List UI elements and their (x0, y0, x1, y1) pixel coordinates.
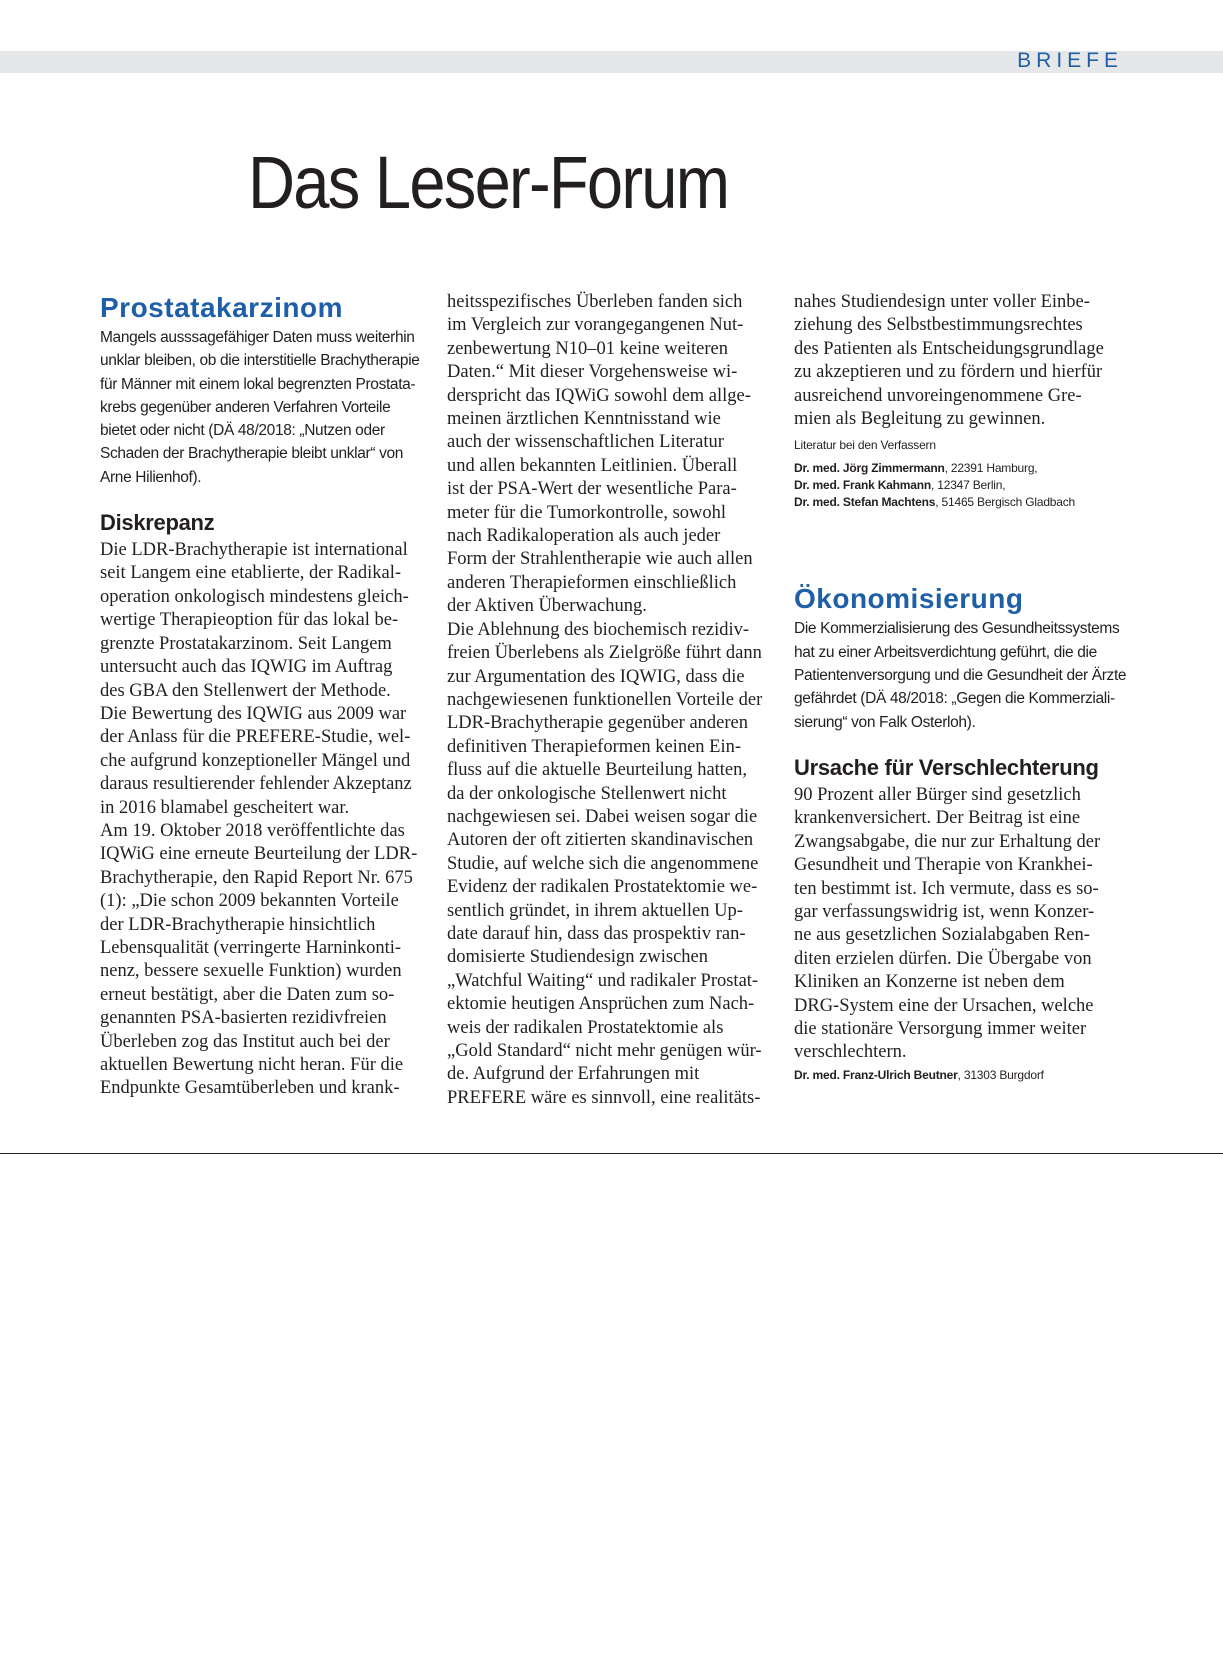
text-line: gefährdet (DÄ 48/2018: „Gegen die Kommerziali- (794, 690, 1115, 708)
text-line: verschlechtern. (794, 1042, 907, 1063)
text-line: Form der Strahlentherapie wie auch allen (447, 549, 753, 570)
text-line: krebs gegenüber anderen Verfahren Vorteile (100, 398, 391, 416)
text-line: Daten.“ Mit dieser Vorgehensweise wi- (447, 362, 738, 383)
text-line: domisierte Studiendesign zwischen (447, 947, 709, 968)
text-line: Patientenversorgung und die Gesundheit der Ärzte (794, 667, 1127, 685)
text-line: ektomie heutigen Ansprüchen zum Nach- (447, 994, 755, 1015)
text-line: zu akzeptieren und zu fördern und hierfür (794, 362, 1103, 383)
text-line: der LDR-Brachytherapie hinsichtlich (100, 914, 376, 935)
author-line (794, 460, 1134, 477)
text-line: ne aus gesetzlichen Sozialabgaben Ren- (794, 925, 1090, 946)
text-line: Die LDR-Brachytherapie ist international (100, 540, 408, 561)
text-line: fluss auf die aktuelle Beurteilung hatten, (447, 760, 748, 781)
text-line: LDR-Brachytherapie gegenüber anderen (447, 713, 748, 734)
text-line: da der onkologische Stellenwert nicht (447, 783, 727, 804)
text-line: anderen Therapieformen einschließlich (447, 572, 737, 593)
text-line: sierung“ von Falk Osterloh). (794, 713, 976, 731)
author-name: Dr. med. Jörg Zimmermann (794, 461, 945, 476)
text-line: meter für die Tumorkontrolle, sowohl (447, 502, 727, 523)
text-line: auch der wissenschaftlichen Literatur (447, 432, 724, 453)
letter-body (794, 784, 1134, 1065)
text-line: IQWiG eine erneute Beurteilung der LDR- (100, 844, 418, 865)
letter-body-continued (794, 291, 1134, 431)
text-line: ziehung des Selbstbestimmungsrechtes (794, 315, 1083, 336)
text-line: (1): „Die schon 2009 bekannten Vorteile (100, 891, 399, 912)
author-place: , 12347 Berlin, (930, 478, 1006, 493)
page-title: Das Leser-Forum (248, 141, 729, 224)
text-line: nachgewiesen sei. Dabei weisen sogar die (447, 806, 758, 827)
literature-note: Literatur bei den Verfassern (794, 438, 936, 453)
author-place: , 51465 Bergisch Gladbach (935, 495, 1076, 510)
text-line: operation onkologisch mindestens gleich- (100, 586, 409, 607)
text-line: zenbewertung N10–01 keine weiteren (447, 338, 728, 359)
text-line: meinen ärztlichen Kenntnisstand wie (447, 409, 721, 430)
text-line: derspricht das IQWiG sowohl dem allge- (447, 385, 751, 406)
text-line: bietet oder nicht (DÄ 48/2018: „Nutzen oder (100, 422, 385, 440)
text-line: date darauf hin, dass das prospektiv ran- (447, 923, 746, 944)
text-line: Studie, auf welche sich die angenommene (447, 853, 759, 874)
author-name: Dr. med. Stefan Machtens (794, 495, 936, 510)
topic-intro (794, 617, 1134, 733)
text-line: aktuellen Bewertung nicht heran. Für die (100, 1055, 404, 1076)
text-line: die stationäre Versorgung immer weiter (794, 1018, 1087, 1039)
author-name: Dr. med. Frank Kahmann (794, 478, 931, 493)
text-line: hat zu einer Arbeitsverdichtung geführt, die die (794, 643, 1097, 661)
author-line (794, 477, 1134, 494)
text-line: ausreichend unvoreingenommene Gre- (794, 385, 1082, 406)
text-line: Schaden der Brachytherapie bleibt unklar“ von (100, 445, 404, 463)
bottom-rule (0, 1153, 1223, 1154)
text-line: diten erzielen dürfen. Die Übergabe von (794, 948, 1092, 969)
text-line: des Patienten als Entscheidungsgrundlage (794, 338, 1104, 359)
text-line: Die Kommerzialisierung des Gesundheitssystems (794, 620, 1120, 638)
author-list (794, 460, 1134, 511)
text-line: seit Langem eine etablierte, der Radikal- (100, 563, 402, 584)
text-line: Evidenz der radikalen Prostatektomie we- (447, 877, 758, 898)
text-line: „Gold Standard“ nicht mehr genügen wür- (447, 1041, 762, 1061)
text-line: „Watchful Waiting“ und radikaler Prostat- (447, 970, 759, 991)
text-line: Autoren der oft zitierten skandinavischen (447, 830, 754, 851)
text-line: der Anlass für die PREFERE-Studie, wel- (100, 727, 411, 748)
text-line: Die Ablehnung des biochemisch rezidiv- (447, 619, 750, 640)
column-3 (794, 291, 1134, 1084)
letter-body-continued (447, 291, 787, 1110)
text-line: nachgewiesenen funktionellen Vorteile der (447, 689, 763, 710)
text-line: Kliniken an Konzerne ist neben dem (794, 972, 1065, 993)
text-line: krankenversichert. Der Beitrag ist eine (794, 808, 1081, 829)
text-line: erneut bestätigt, aber die Daten zum so- (100, 984, 395, 1005)
section-label: BRIEFE (1017, 49, 1123, 72)
text-line: zur Argumentation des IQWIG, dass die (447, 666, 745, 687)
text-line: nahes Studiendesign unter voller Einbe- (794, 292, 1090, 312)
text-line: nenz, bessere sexuelle Funktion) wurden (100, 961, 402, 982)
text-line: Gesundheit und Therapie von Krankhei- (794, 855, 1093, 876)
text-line: DRG-System eine der Ursachen, welche (794, 995, 1094, 1016)
text-line: Zwangsabgabe, die nur zur Erhaltung der (794, 831, 1101, 852)
text-line: und allen bekannten Leitlinien. Überall (447, 455, 738, 476)
author-name: Dr. med. Franz-Ulrich Beutner (794, 1067, 958, 1082)
text-line: wertige Therapieoption für das lokal be- (100, 610, 399, 631)
text-line: 90 Prozent aller Bürger sind gesetzlich (794, 784, 1081, 805)
text-line: in 2016 blamabel gescheitert war. (100, 797, 350, 818)
letter-headline: Ursache für Verschlechterung (794, 754, 1099, 780)
text-line: de. Aufgrund der Erfahrungen mit (447, 1064, 700, 1085)
topic-heading: Prostatakarzinom (100, 292, 343, 323)
text-line: im Vergleich zur vorangegangenen Nut- (447, 315, 744, 336)
text-line: genannten PSA-basierten rezidivfreien (100, 1008, 387, 1029)
text-line: nach Radikaloperation als auch jeder (447, 526, 721, 547)
text-line: definitiven Therapieformen keinen Ein- (447, 736, 742, 757)
text-line: Brachytherapie, den Rapid Report Nr. 675 (100, 867, 413, 888)
text-line: sentlich gründet, in ihrem aktuellen Up- (447, 900, 743, 921)
author-place: , 31303 Burgdorf (957, 1067, 1044, 1082)
author-place: , 22391 Hamburg, (944, 461, 1038, 476)
text-line: Die Bewertung des IQWIG aus 2009 war (100, 703, 407, 724)
text-line: Lebensqualität (verringerte Harninkonti- (100, 937, 402, 958)
text-line: ten bestimmt ist. Ich vermute, dass es so- (794, 878, 1099, 899)
text-line: weis der radikalen Prostatektomie als (447, 1017, 724, 1038)
text-line: grenzte Prostatakarzinom. Seit Langem (100, 633, 392, 654)
text-line: daraus resultierender fehlender Akzeptanz (100, 774, 412, 795)
text-line: Arne Hilienhof). (100, 468, 202, 486)
text-line: Überleben zog das Institut auch bei der (100, 1031, 390, 1052)
text-line: freien Überlebens als Zielgröße führt dann (447, 643, 762, 664)
text-line: heitsspezifisches Überleben fanden sich (447, 292, 743, 312)
text-line: für Männer mit einem lokal begrenzten Prostata- (100, 375, 416, 393)
author-line (794, 494, 1134, 511)
text-line: ist der PSA-Wert der wesentliche Para- (447, 479, 737, 500)
text-line: des GBA den Stellenwert der Methode. (100, 680, 391, 701)
text-line: Endpunkte Gesamtüberleben und krank- (100, 1078, 400, 1099)
text-line: untersucht auch das IQWIG im Auftrag (100, 657, 393, 678)
text-line: che aufgrund konzeptioneller Mängel und (100, 750, 411, 771)
letter-headline: Diskrepanz (100, 510, 215, 536)
topic-heading: Ökonomisierung (794, 583, 1024, 615)
letter-body (100, 539, 440, 1101)
text-line: Mangels ausssagefähiger Daten muss weiterhin (100, 329, 415, 346)
column-2 (447, 291, 787, 1110)
text-line: Am 19. Oktober 2018 veröffentlichte das (100, 820, 405, 841)
column-1 (100, 292, 440, 1101)
text-line: mien als Begleitung zu gewinnen. (794, 409, 1046, 430)
author-line (794, 1067, 1134, 1084)
topic-intro (100, 326, 440, 489)
text-line: unklar bleiben, ob die interstitielle Brachytherapie (100, 352, 420, 370)
text-line: gar verfassungswidrig ist, wenn Konzer- (794, 901, 1095, 922)
text-line: PREFERE wäre es sinnvoll, eine realitäts- (447, 1087, 761, 1108)
text-line: der Aktiven Überwachung. (447, 596, 647, 617)
